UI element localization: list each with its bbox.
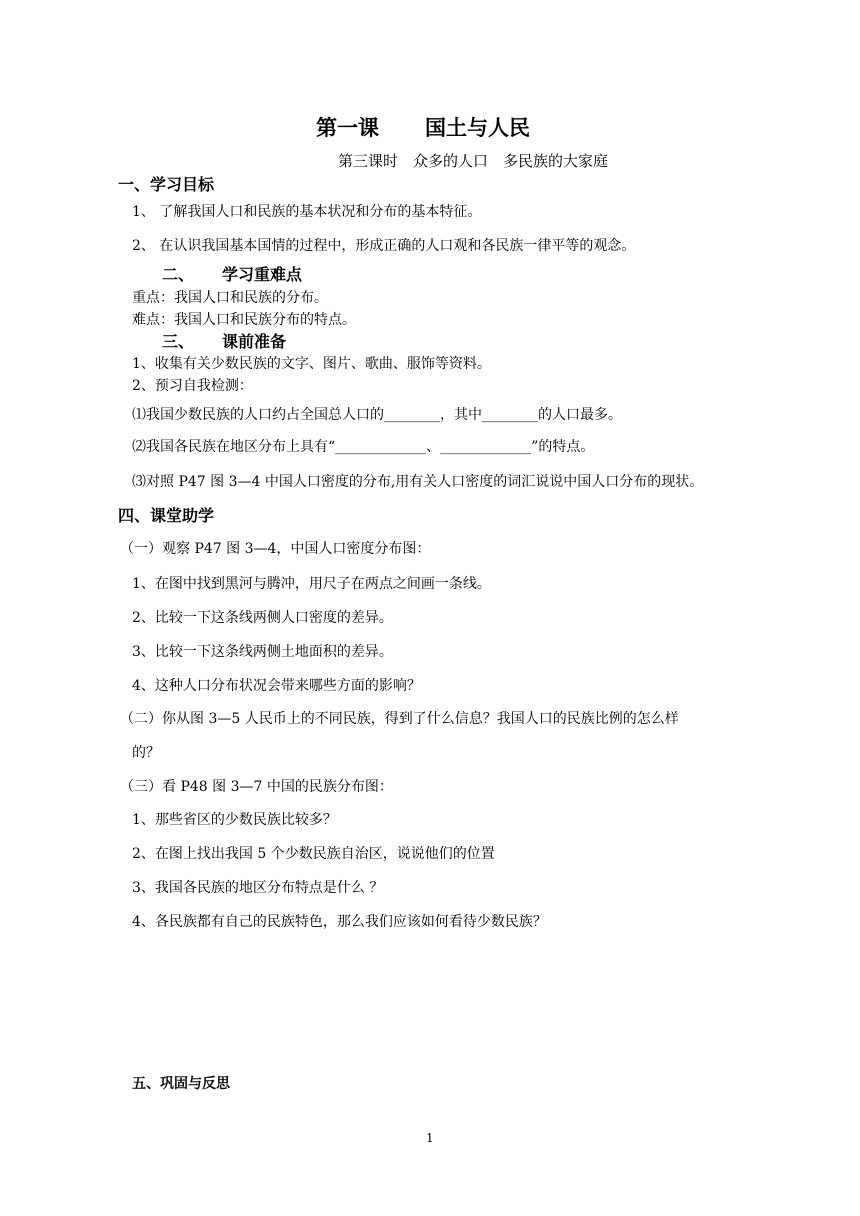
class-part-1-item-3: 3、比较一下这条线两侧土地面积的差异。 [132, 644, 393, 660]
class-part-3-title: （三）看 P48 图 3—7 中国的民族分布图： [120, 779, 393, 795]
class-part-1-title: （一）观察 P47 图 3—4，中国人口密度分布图： [120, 541, 431, 557]
self-check-question-2: ⑵我国各民族在地区分布上具有“_____________、_____________”的特点。 [132, 439, 595, 455]
class-part-2-line-1: （二）你从图 3—5 人民币上的不同民族，得到了什么信息？我国人口的民族比例的怎么样 [120, 711, 679, 727]
key-point: 重点：我国人口和民族的分布。 [132, 290, 328, 306]
section-3-number: 三、 [162, 332, 195, 351]
section-2-title: 学习重难点 [222, 265, 303, 284]
title-lesson: 第一课 [316, 116, 379, 140]
section-4-heading: 四、课堂助学 [118, 506, 215, 525]
class-part-1-item-2: 2、比较一下这条线两侧人口密度的差异。 [132, 610, 393, 626]
section-1-heading: 一、学习目标 [118, 175, 215, 194]
class-part-1-item-4: 4、这种人口分布状况会带来哪些方面的影响？ [132, 678, 421, 694]
page-number: 1 [426, 1131, 434, 1145]
prep-item-1: 1、收集有关少数民族的文字、图片、歌曲、服饰等资料。 [132, 356, 491, 372]
self-check-question-3: ⑶对照 P47 图 3—4 中国人口密度的分布,用有关人口密度的词汇说说中国人口分布的现状。 [132, 474, 704, 490]
class-part-3-item-1: 1、那些省区的少数民族比较多？ [132, 812, 337, 828]
class-part-2-line-2: 的？ [132, 745, 160, 761]
title-topic: 国土与人民 [425, 116, 530, 140]
class-part-3-item-3: 3、我国各民族的地区分布特点是什么 ？ [132, 880, 384, 896]
difficult-point: 难点：我国人口和民族分布的特点。 [132, 312, 356, 328]
page-title [316, 115, 530, 141]
class-part-3-item-4: 4、各民族都有自己的民族特色，那么我们应该如何看待少数民族？ [132, 914, 547, 930]
section-2-heading [162, 265, 302, 285]
section-2-number: 二、 [162, 265, 195, 284]
self-check-question-1: ⑴我国少数民族的人口约占全国总人口的________，其中________的人口最多。 [132, 407, 622, 423]
class-part-1-item-1: 1、在图中找到黑河与腾冲，用尺子在两点之间画一条线。 [132, 576, 491, 592]
section-3-heading [162, 332, 286, 352]
section-5-heading: 五、巩固与反思 [132, 1076, 230, 1092]
prep-item-2: 2、预习自我检测： [132, 378, 253, 394]
objective-2: 2、 在认识我国基本国情的过程中，形成正确的人口观和各民族一律平等的观念。 [132, 238, 636, 254]
class-part-3-item-2: 2、在图上找出我国 5 个少数民族自治区，说说他们的位置 [132, 846, 495, 862]
objective-1: 1、 了解我国人口和民族的基本状况和分布的基本特征。 [132, 204, 482, 220]
section-3-title: 课前准备 [222, 332, 287, 351]
subtitle: 第三课时 众多的人口 多民族的大家庭 [338, 152, 609, 170]
